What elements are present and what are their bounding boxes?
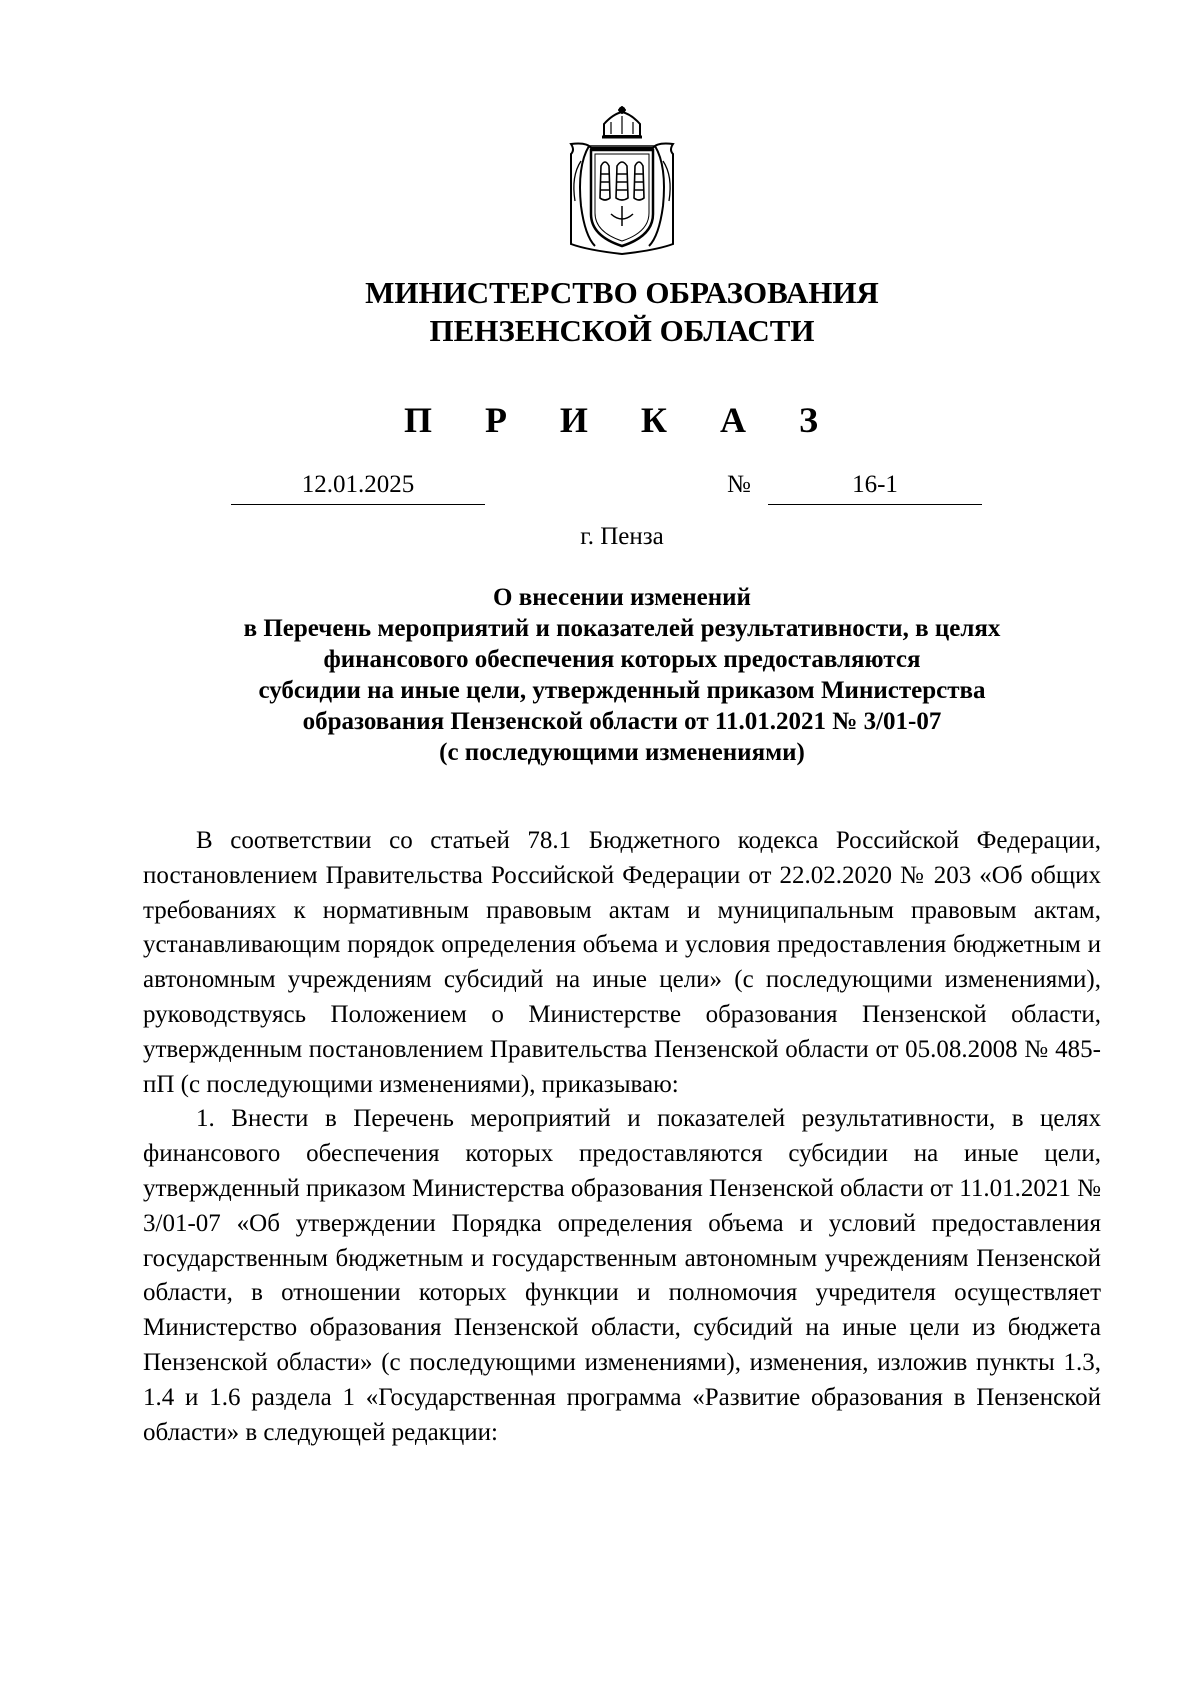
city-label: г. Пенза <box>580 523 664 550</box>
order-date: 12.01.2025 <box>231 470 485 505</box>
subject-line: в Перечень мероприятий и показателей результативности, в целях <box>243 615 1001 642</box>
subject-line: О внесении изменений <box>493 584 751 611</box>
subject-line: образования Пензенской области от 11.01.2021 № 3/01-07 <box>302 708 942 735</box>
coat-of-arms-icon <box>561 106 683 256</box>
ministry-title-line2: ПЕНЗЕНСКОЙ ОБЛАСТИ <box>429 313 815 348</box>
order-subject <box>150 582 1094 768</box>
document-type-title: П Р И К А З <box>403 400 841 440</box>
preamble-paragraph: В соответствии со статьей 78.1 Бюджетного кодекса Российской Федерации, постановлением Правительства Российской Федерации от 22.02.2020 № 203 «Об общих требованиях к нормативным правовым актам и муниципальным правовым актам, устанавливающим порядок определения объема и условия предоставления бюджетным и автономным учреждениям субсидий на иные цели» (с последующими изменениями), руководствуясь Положением о Министерстве образования Пензенской области, утвержденным постановлением Правительства Пензенской области от 05.08.2008 № 485-пП (с последующими изменениями), приказываю: <box>143 827 1101 1098</box>
ministry-title <box>0 274 1200 350</box>
subject-line: финансового обеспечения которых предоставляются <box>323 646 921 673</box>
ministry-title-line1: МИНИСТЕРСТВО ОБРАЗОВАНИЯ <box>365 275 879 310</box>
order-body <box>143 824 1101 1450</box>
order-number: 16-1 <box>768 470 982 505</box>
subject-line: субсидии на иные цели, утвержденный приказом Министерства <box>258 677 986 704</box>
subject-line: (с последующими изменениями) <box>439 739 805 766</box>
clause-1-paragraph: 1. Внести в Перечень мероприятий и показателей результативности, в целях финансового обеспечения которых предоставляются субсидии на иные цели, утвержденный приказом Министерства образования Пензенской области от 11.01.2021 № 3/01-07 «Об утверждении Порядка определения объема и условий предоставления государственным бюджетным и государственным автономным учреждениям Пензенской области, в отношении которых функции и полномочия учредителя осуществляет Министерство образования Пензенской области, субсидий на иные цели из бюджета Пензенской области» (с последующими изменениями), изменения, изложив пункты 1.3, 1.4 и 1.6 раздела 1 «Государственная программа «Развитие образования в Пензенской области» в следующей редакции: <box>143 1105 1101 1446</box>
number-sign: № <box>727 471 751 498</box>
